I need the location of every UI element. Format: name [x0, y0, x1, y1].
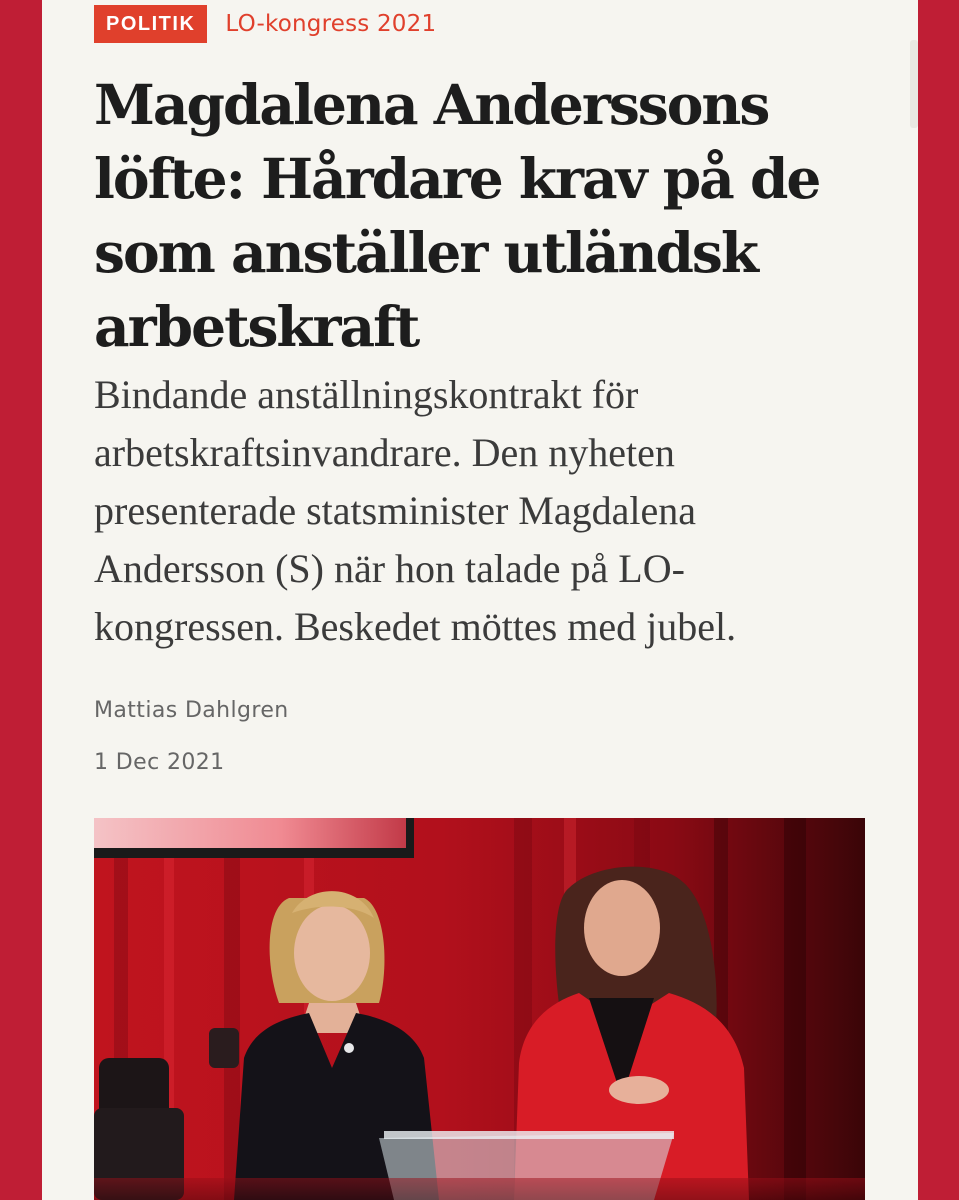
- scrollbar-thumb[interactable]: [910, 40, 918, 128]
- article-tagline: [94, 5, 436, 43]
- topic-link[interactable]: LO-kongress 2021: [225, 11, 437, 37]
- article-photo: [94, 818, 865, 1200]
- article-lead: Bindande anställningskontrakt för arbetskraftsinvandrare. Den nyheten presenterade statsminister Magdalena Andersson (S) när hon talade på LO-kongressen. Beskedet möttes med jubel.: [94, 372, 737, 649]
- article-headline: Magdalena Anderssons löfte: Hårdare krav på de som anställer utländsk arbetskraft: [94, 72, 820, 359]
- section-badge[interactable]: POLITIK: [94, 5, 207, 43]
- publish-date: 1 Dec 2021: [94, 750, 225, 775]
- author-name[interactable]: Mattias Dahlgren: [94, 698, 289, 723]
- article-photo-illustration: [94, 818, 865, 1200]
- article-card: [42, 0, 918, 1200]
